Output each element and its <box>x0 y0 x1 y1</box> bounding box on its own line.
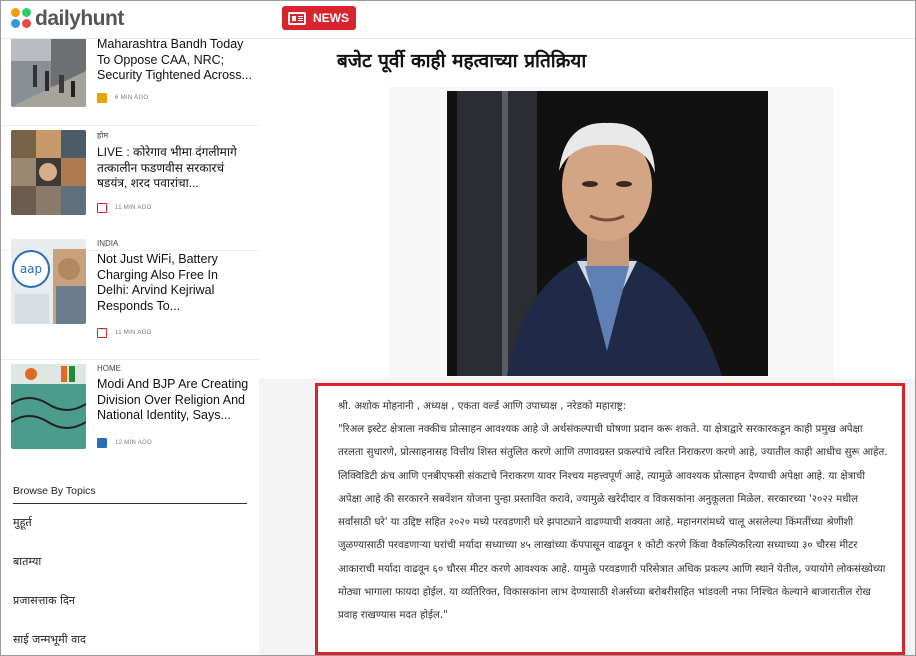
source-icon <box>97 93 107 103</box>
topic-link[interactable]: साई जन्मभूमी वाद <box>13 633 86 646</box>
news-thumbnail <box>11 39 86 107</box>
top-bar <box>1 1 916 39</box>
news-card[interactable] <box>1 39 259 126</box>
news-card-text <box>97 364 252 424</box>
news-title[interactable]: Modi And BJP Are Creating Division Over Religion And National Identity, Says... <box>97 377 249 422</box>
highlighted-quote-box <box>315 383 905 655</box>
news-time: 6 MIN AGO <box>115 95 149 101</box>
topics-title: Browse By Topics <box>13 485 247 504</box>
news-title[interactable]: Not Just WiFi, Battery Charging Also Free In Delhi: Arvind Kejriwal Responds To... <box>97 252 218 313</box>
svg-text:aap: aap <box>19 262 43 276</box>
news-time: 12 MIN AGO <box>115 440 153 446</box>
source-icon <box>97 328 107 338</box>
news-meta <box>97 203 152 213</box>
article-header <box>259 39 916 379</box>
browse-topics <box>13 485 247 656</box>
news-button[interactable] <box>282 6 356 30</box>
news-category: HOME <box>97 364 121 373</box>
news-title[interactable]: LIVE : कोरेगाव भीमा दंगलीमागे तत्कालीन फडणवीस सरकारचं षडयंत्र, शरद पवारांचा... <box>97 145 237 190</box>
dailyhunt-logo[interactable] <box>11 7 124 31</box>
news-button-label: NEWS <box>313 11 349 25</box>
source-icon <box>97 203 107 213</box>
logo-icon <box>11 8 33 30</box>
news-thumbnail <box>11 364 86 449</box>
news-meta <box>97 93 148 103</box>
newspaper-icon <box>288 12 306 25</box>
quote-author: श्री. अशोक मोहनानी , अध्यक्ष , एकता वर्ल्ड आणि उपाध्यक्ष , नरेडको महाराष्ट्र: <box>338 401 627 412</box>
news-card[interactable] <box>1 235 259 360</box>
news-card[interactable] <box>1 360 259 485</box>
news-card-text <box>97 239 252 314</box>
article-photo <box>447 91 768 376</box>
news-card-text <box>97 39 252 84</box>
topic-link[interactable]: प्रजासत्ताक दिन <box>13 594 75 607</box>
quote-text: "रिअल इस्टेट क्षेत्राला नक्कीच प्रोत्साहन आवश्यक आहे जे अर्थसंकल्पाची घोषणा प्रदान करू शकते. या क्षेत्राद्वारे सरकारकडून काही प्रमुख अपेक्षा तरलता सुधारणे, प्रोत्साहनासह वित्तीय शिस्त संतुलित करणे आणि तणावग्रस्त प्रकल्पांचे त्वरित निराकरण करणे आहे, ज्यातील काही आधीच सुरू आहेत. लिक्विडिटी क्रंच आणि एनबीएफसी संकटाचे निराकरण यावर निश्चय महत्त्वपूर्ण आहे, त्यामुळे आवश्यक प्रोत्साहन देण्याची अपेक्षा आहे. या क्षेत्राची अपेक्षा आहे की सरकारने सबवेंशन योजना पुन्हा प्रस्तावित करावे, ज्यामुळे खरेदीदार व विकसकांना अनुकूलता मिळेल. सरकारच्या '२०२२ मधील सर्वांसाठी घरे' या उद्दिष्ट सहित २०२० मध्ये परवडणारी घरे झपाट्याने वाढण्याची शक्यता आहे. महानगरांमध्ये चालू असलेल्या किंमतींच्या श्रेणीशी जुळण्यासाठी परवडणाऱ्या घरांची मर्यादा सध्याच्या ४५ लाखांच्या कॅपपासून वाढवून १ कोटी करणे किंवा वैकल्पिकरित्या सध्याच्या ३० चौरस मीटर आकाराची मर्यादा वाढवून ६० चौरस मीटर करणे आवश्यक आहे. यामुळे परवडणारी परिसेत्रात अधिक प्रकल्प आणि स्थाने येतील, ज्यायोगे लोकसंख्येच्या मोठ्या भागाला फायदा होईल. या व्यतिरिक्त, विकासकांना लाभ देण्यासाठी शेअर्सच्या बरोबरीसहित भांडवली नफा निश्चित केल्याने बाजारातील रोख प्रवाह राखण्यास मदत होईल." <box>338 424 888 622</box>
logo-text: dailyhunt <box>35 7 124 30</box>
news-card[interactable] <box>1 126 259 251</box>
news-card-text <box>97 130 252 192</box>
topic-link[interactable]: मुहूर्त <box>13 516 32 529</box>
news-category: होम <box>97 131 109 140</box>
news-meta <box>97 438 152 448</box>
news-meta <box>97 328 152 338</box>
article-headline: बजेट पूर्वी काही महत्वाच्या प्रतिक्रिया <box>337 50 587 72</box>
news-thumbnail <box>11 239 86 324</box>
news-category: INDIA <box>97 239 119 248</box>
news-title[interactable]: Maharashtra Bandh Today To Oppose CAA, NRC; Security Tightened Across... <box>97 39 252 82</box>
news-time: 11 MIN AGO <box>115 205 152 211</box>
source-icon <box>97 438 107 448</box>
news-time: 11 MIN AGO <box>115 330 152 336</box>
topic-link[interactable]: बातम्या <box>13 555 42 568</box>
sidebar <box>1 39 259 656</box>
news-thumbnail <box>11 130 86 215</box>
